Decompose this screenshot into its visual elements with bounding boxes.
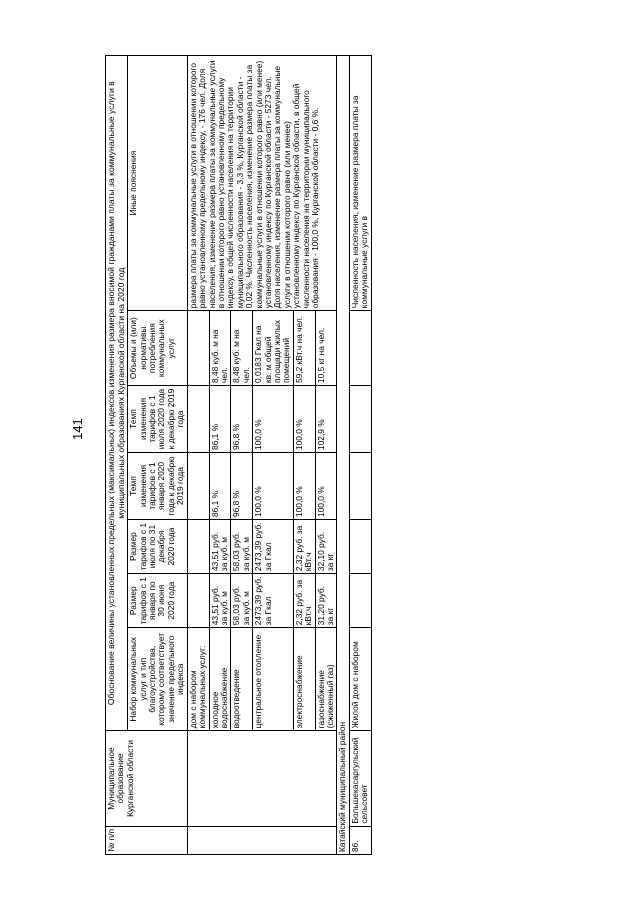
tariff-size-jan: 58,03 руб. за куб. м [231, 574, 253, 628]
table-row [349, 56, 371, 855]
tariff-size-jul: 58,03 руб. за куб. м [231, 520, 253, 574]
header-temp-jul: Темп изменения тарифов с 1 июля 2020 года к декабрю 2019 года [128, 386, 187, 453]
tariff-size-jan: 31,20 руб. за кг [315, 574, 337, 628]
tariff-size-jan: 43,51 руб. за куб. м [209, 574, 231, 628]
explanation-cell: размера платы за коммунальные услуги в отношении которого равно установленному предельному индексу, - 176 чел. Доля населения, изменение размера платы за коммунальные услуги в отношении которого равно установленному предельному индексу, в общей численности населения на территории муниципального образования - 3,3 %, Курганской области - 0,02 %. Численность населения, изменение размера платы за коммунальные услуги в отношении которого равно (или менее) установленному индексу по Курганской области - 5273 чел. Доля населения, изменение размера платы за коммунальные услуги в отношении которого равно (или менее) установленному индексу по Курганской области, в общей численности населения на территории муниципального образования - 100,0 %, Курганской области - 0,6 %. [187, 56, 337, 311]
header-municipality: Муниципальное образование Курганской области [106, 731, 188, 826]
service-name: холодное водоснабжение [209, 628, 231, 731]
section-row [337, 56, 349, 855]
service-name: газоснабжение (сжиженный газ) [315, 628, 337, 731]
service-set-intro: дом с набором коммунальных услуг: [187, 628, 209, 731]
tariff-size-jul: 43,51 руб. за куб. м [209, 520, 231, 574]
service-set: Жилой дом с набором [349, 628, 371, 731]
rotated-page-content [105, 55, 610, 855]
header-temp-jan: Темп изменения тарифов с 1 января 2020 года к декабрю 2019 года [128, 453, 187, 520]
row-municipality: Большекасаргульский сельсовет [349, 731, 371, 826]
tariff-temp-jan: 100,0 % [253, 453, 294, 520]
tariff-temp-jan: 100,0 % [315, 453, 337, 520]
header-size-jul: Размер тарифов с 1 июля по 31 декабря 2020 года [128, 520, 187, 574]
header-explanations: Иные пояснения [128, 56, 187, 311]
consumption-volume: 8,48 куб. м на чел. [209, 311, 231, 386]
service-name: центральное отопление [253, 628, 294, 731]
consumption-volume: 59,2 кВт.ч на чел. [293, 311, 315, 386]
service-name: электроснабжение [293, 628, 315, 731]
header-num: № п/п [106, 826, 188, 854]
header-service-set: Набор коммунальных услуг и тип благоустройства, которому соответствует значение предельного индекса [128, 628, 187, 731]
row-municipality-cell [187, 731, 337, 826]
tariff-temp-jul: 102,9 % [315, 386, 337, 453]
tariff-size-jan: 2473,39 руб. за Гкал [253, 574, 294, 628]
tariff-temp-jul: 96,8 % [231, 386, 253, 453]
header-volumes: Объемы и (или) нормативы потребления коммунальных услуг [128, 311, 187, 386]
section-title: Катайский муниципальный район [337, 56, 349, 855]
consumption-volume: 8,48 куб. м на чел. [231, 311, 253, 386]
consumption-volume: 10,5 кг на чел. [315, 311, 337, 386]
tariff-size-jul: 2473,39 руб. за Гкал [253, 520, 294, 574]
tariff-temp-jan: 100,0 % [293, 453, 315, 520]
tariff-temp-jul: 100,0 % [293, 386, 315, 453]
tariff-table [105, 55, 372, 855]
row-num-cell [187, 826, 337, 854]
tariff-temp-jan: 96,8 % [231, 453, 253, 520]
tariff-size-jan: 2,32 руб. за кВт.ч [293, 574, 315, 628]
service-name: водоотведение [231, 628, 253, 731]
tariff-temp-jul: 100,0 % [253, 386, 294, 453]
header-main-title: Обоснование величины установленных предельных (максимальных) индексов изменения размера вносимой гражданами платы за коммунальные услуги в муниципальных образованиях Курганской области на 2020 год [106, 56, 128, 731]
page-number: 141 [70, 418, 85, 440]
tariff-temp-jul: 86,1 % [209, 386, 231, 453]
tariff-temp-jan: 86,1 % [209, 453, 231, 520]
tariff-size-jul: 32,10 руб. за кг [315, 520, 337, 574]
table-row [187, 56, 209, 855]
row-number: 86. [349, 826, 371, 854]
header-size-jan: Размер тарифов с 1 января по 30 июня 2020 года [128, 574, 187, 628]
consumption-volume: 0,0183 Гкал на кв. м общей площади жилых помещений [253, 311, 294, 386]
tariff-size-jul: 2,32 руб. за кВт.ч [293, 520, 315, 574]
explanation-cell: Численность населения, изменение размера платы за коммунальные услуги в [349, 56, 371, 311]
